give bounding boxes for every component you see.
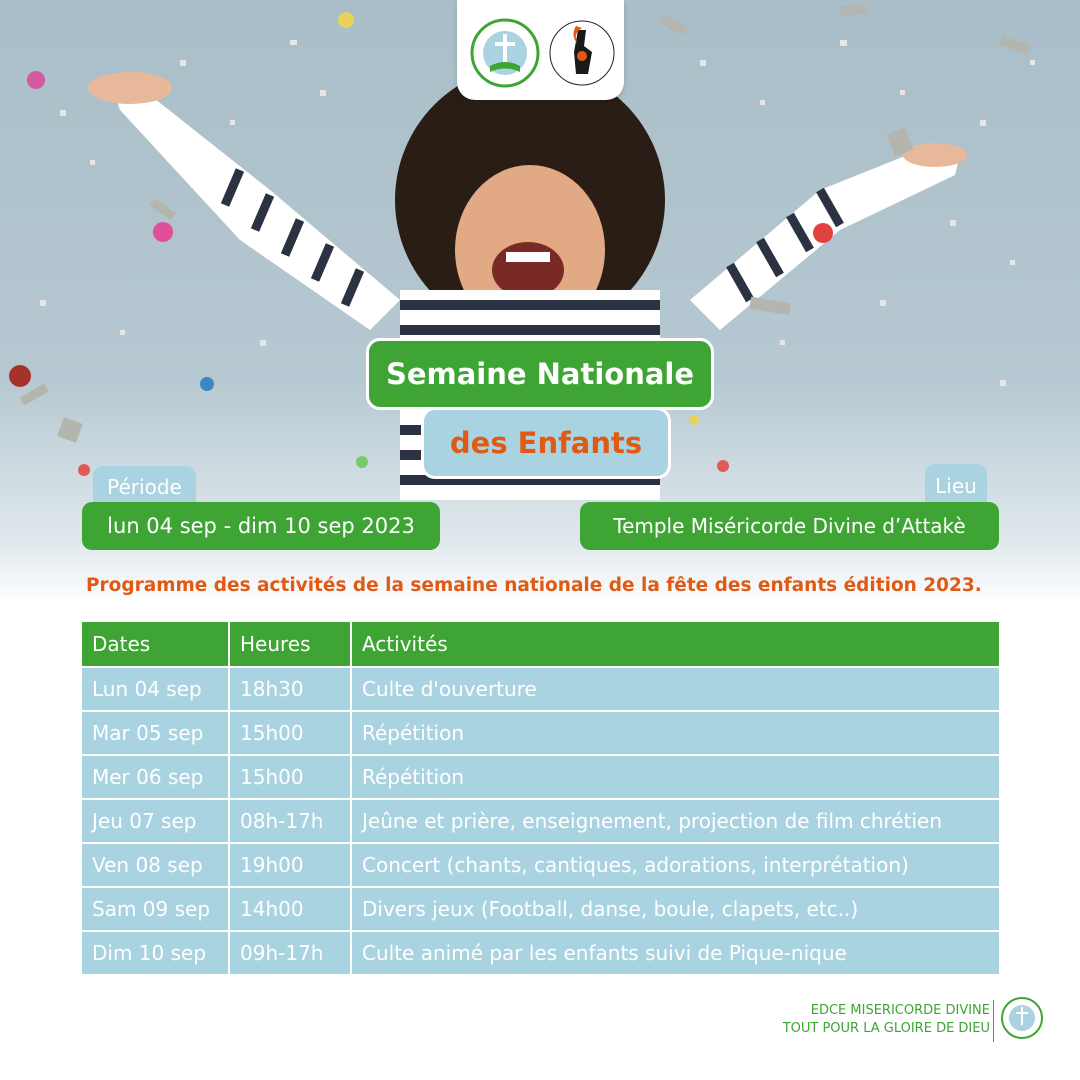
title-line2: des Enfants [421, 407, 671, 479]
title-line1: Semaine Nationale [366, 338, 714, 410]
cell-heure: 14h00 [229, 887, 351, 931]
table-row [82, 711, 999, 755]
cell-activite: Culte animé par les enfants suivi de Pique-nique [351, 931, 999, 974]
cell-heure: 19h00 [229, 843, 351, 887]
table-row [82, 667, 999, 711]
footer-church-logo-icon [1000, 996, 1044, 1040]
cell-date: Sam 09 sep [82, 887, 229, 931]
cell-date: Ven 08 sep [82, 843, 229, 887]
header-dates: Dates [82, 622, 229, 667]
lieu-value: Temple Miséricorde Divine d’Attakè [580, 502, 999, 550]
programme-title: Programme des activités de la semaine nationale de la fête des enfants édition 2023. [86, 575, 982, 596]
footer-text [783, 1002, 990, 1038]
cell-activite: Jeûne et prière, enseignement, projection de film chrétien [351, 799, 999, 843]
cell-date: Dim 10 sep [82, 931, 229, 974]
periode-label: Période [93, 466, 196, 508]
table-row [82, 931, 999, 974]
cell-activite: Culte d'ouverture [351, 667, 999, 711]
header-heures: Heures [229, 622, 351, 667]
footer-divider [993, 1000, 994, 1042]
cell-date: Mar 05 sep [82, 711, 229, 755]
schedule-table [82, 622, 999, 974]
table-header-row [82, 622, 999, 667]
cell-activite: Divers jeux (Football, danse, boule, clapets, etc..) [351, 887, 999, 931]
cell-date: Jeu 07 sep [82, 799, 229, 843]
cell-activite: Répétition [351, 755, 999, 799]
cell-heure: 08h-17h [229, 799, 351, 843]
flambeaux-logo-icon [548, 16, 616, 90]
cell-activite: Répétition [351, 711, 999, 755]
cell-heure: 18h30 [229, 667, 351, 711]
lieu-label: Lieu [925, 464, 987, 508]
cell-date: Mer 06 sep [82, 755, 229, 799]
table-row [82, 799, 999, 843]
footer-line1: EDCE MISERICORDE DIVINE [810, 1003, 990, 1018]
cell-heure: 15h00 [229, 755, 351, 799]
cell-heure: 15h00 [229, 711, 351, 755]
header-activites: Activités [351, 622, 999, 667]
church-logo-icon [470, 18, 540, 88]
table-row [82, 887, 999, 931]
cell-date: Lun 04 sep [82, 667, 229, 711]
cell-activite: Concert (chants, cantiques, adorations, interprétation) [351, 843, 999, 887]
footer-line2: TOUT POUR LA GLOIRE DE DIEU [782, 1021, 990, 1036]
periode-value: lun 04 sep - dim 10 sep 2023 [82, 502, 440, 550]
cell-heure: 09h-17h [229, 931, 351, 974]
table-row [82, 755, 999, 799]
table-row [82, 843, 999, 887]
